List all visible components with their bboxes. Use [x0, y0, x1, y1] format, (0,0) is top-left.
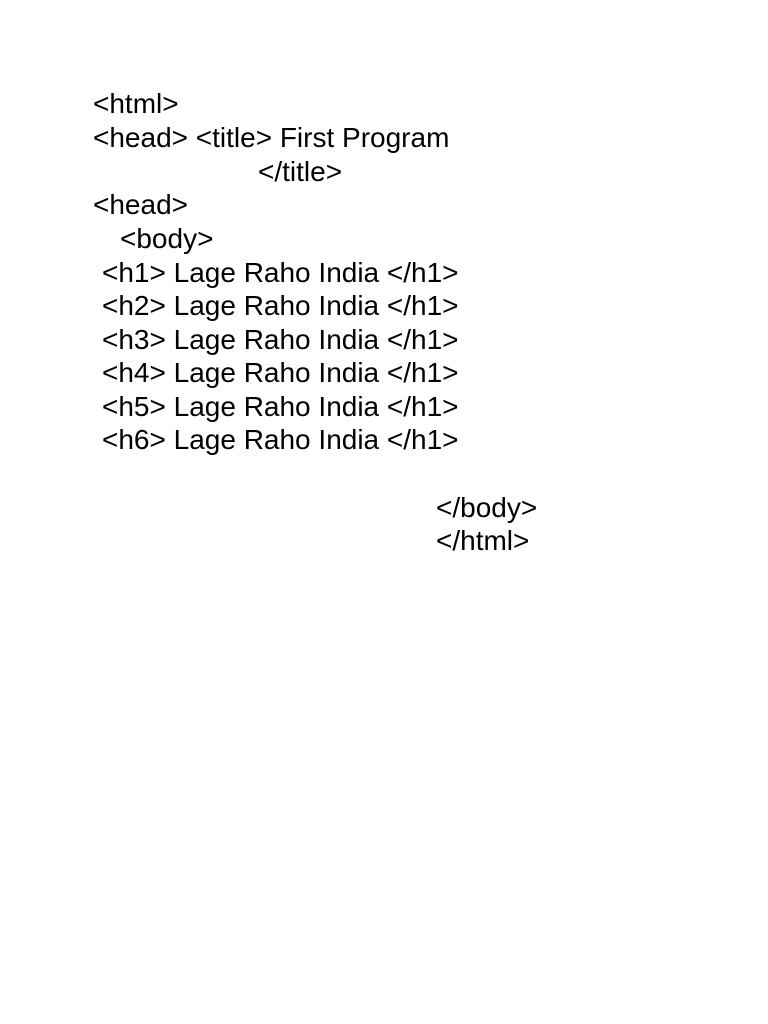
code-line-body-close: </body>: [436, 492, 538, 523]
code-line-h3: <h3> Lage Raho India </h1>: [102, 324, 459, 355]
code-line-h4: <h4> Lage Raho India </h1>: [102, 357, 459, 388]
code-line-h6: <h6> Lage Raho India </h1>: [102, 424, 459, 455]
code-line-title-close: </title>: [258, 156, 343, 187]
code-line-body-open: <body>: [120, 223, 214, 254]
code-line-h5: <h5> Lage Raho India </h1>: [102, 391, 459, 422]
code-line-head-title: <head> <title> First Program: [93, 122, 450, 153]
code-line-html-close: </html>: [436, 525, 530, 556]
code-line-head: <head>: [93, 189, 188, 220]
code-line-html-open: <html>: [93, 88, 179, 119]
code-line-h2: <h2> Lage Raho India </h1>: [102, 290, 459, 321]
code-line-h1: <h1> Lage Raho India </h1>: [102, 257, 459, 288]
